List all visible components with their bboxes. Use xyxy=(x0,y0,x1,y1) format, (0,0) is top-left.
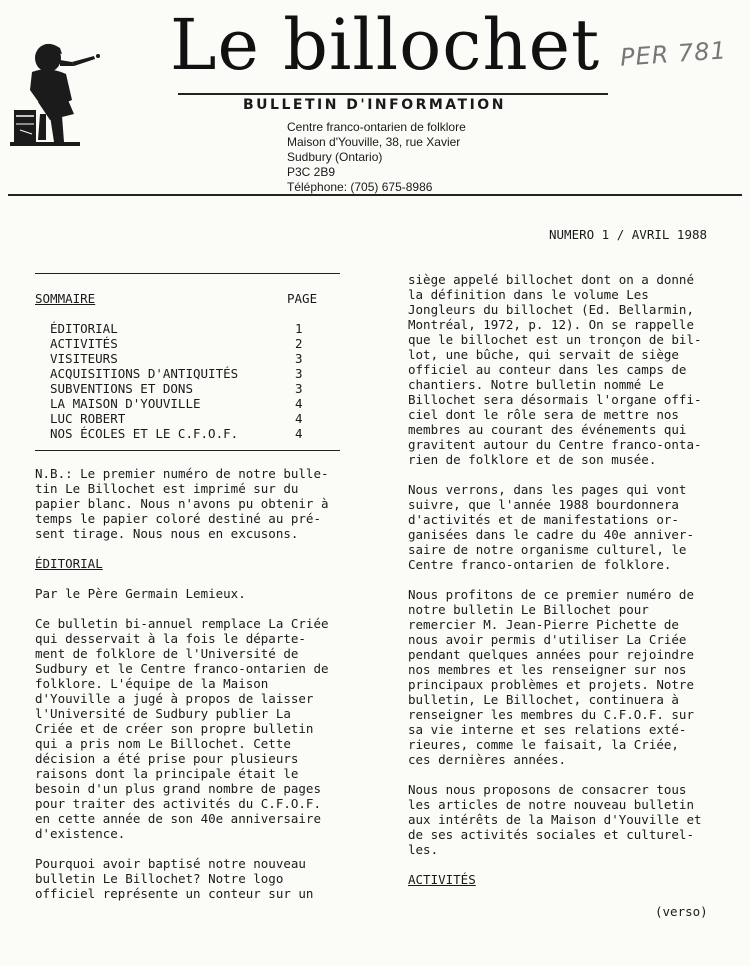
toc-item-page: 2 xyxy=(295,336,303,351)
toc-item-label: ACTIVITÉS xyxy=(50,336,118,351)
toc-item-label: VISITEURS xyxy=(50,351,118,366)
right-column xyxy=(408,272,713,887)
toc-item-label: NOS ÉCOLES ET LE C.F.O.F. xyxy=(50,426,239,441)
toc-item-page: 1 xyxy=(295,321,303,336)
toc-item-page: 4 xyxy=(295,426,303,441)
toc-item xyxy=(50,336,330,351)
address-line: Maison d'Youville, 38, rue Xavier xyxy=(287,135,461,149)
masthead-rule xyxy=(178,93,608,95)
address-line: Centre franco-ontarien de folklore xyxy=(287,120,466,134)
storyteller-logo-icon xyxy=(10,30,110,150)
toc-rule-bottom xyxy=(35,450,340,451)
editorial-paragraph: siège appelé billochet dont on a donné la définition dans le volume Les Jongleurs du billochet (Ed. Bellarmin, Montréal, 1972, p. 12). On se rappelle que le billochet est un tronçon de bil- lot, une bûche, qui servait de siège officiel au conteur dans les camps de chantiers. Notre bulletin nommé Le Billochet sera désormais l'organe offi- ciel dont le rôle sera de mettre nos membres au courant des événements qui gravitent autour du Centre franco-onta- rien de folklore et de son musée. xyxy=(408,272,702,467)
toc-item xyxy=(50,426,330,441)
archive-mark: PER 781 xyxy=(619,36,728,72)
toc-item-label: ACQUISITIONS D'ANTIQUITÉS xyxy=(50,366,239,381)
left-column xyxy=(35,466,345,901)
address-line: P3C 2B9 xyxy=(287,165,336,179)
editorial-byline: Par le Père Germain Lemieux. xyxy=(35,586,246,601)
address-block xyxy=(287,120,466,195)
editorial-heading: ÉDITORIAL xyxy=(35,556,103,571)
toc-item xyxy=(50,411,330,426)
toc-item xyxy=(50,351,330,366)
toc-rule-top xyxy=(35,273,340,274)
address-line: Sudbury (Ontario) xyxy=(287,150,383,164)
toc-list xyxy=(50,321,330,441)
toc-item-label: ÉDITORIAL xyxy=(50,321,118,336)
toc-item-label: LA MAISON D'YOUVILLE xyxy=(50,396,201,411)
toc-item xyxy=(50,381,330,396)
toc-heading: SOMMAIRE xyxy=(35,291,96,306)
toc-item xyxy=(50,321,330,336)
toc-item-page: 3 xyxy=(295,351,303,366)
header-divider xyxy=(8,194,742,196)
toc-item xyxy=(50,396,330,411)
toc-item-page: 3 xyxy=(295,366,303,381)
toc-page-heading: PAGE xyxy=(287,291,318,306)
toc-item-label: SUBVENTIONS ET DONS xyxy=(50,381,193,396)
toc-item-label: LUC ROBERT xyxy=(50,411,126,426)
toc-item-page: 4 xyxy=(295,411,303,426)
toc-header xyxy=(35,291,325,306)
editorial-paragraph: Ce bulletin bi-annuel remplace La Criée qui desservait à la fois le départe- ment de folklore de l'Université de Sudbury et le Centre franco-ontarien de folklore. L'équipe de la Maison d'Youville a jugé à propos de laisser l'Université de Sudbury publier La Criée et de créer son propre bulletin qui a pris nom Le Billochet. Cette décision a été prise pour plusieurs raisons dont la principale était le besoin d'un plus grand nombre de pages pour traiter des activités du C.F.O.F. en cette année de son 40e anniversaire d'existence. xyxy=(35,616,329,841)
toc-item xyxy=(50,366,330,381)
address-line: Téléphone: (705) 675-8986 xyxy=(287,180,433,194)
activites-heading: ACTIVITÉS xyxy=(408,872,476,887)
masthead-subtitle: BULLETIN D'INFORMATION xyxy=(243,97,506,113)
editorial-paragraph: Nous profitons de ce premier numéro de notre bulletin Le Billochet pour remercier M. Jean-Pierre Pichette de nous avoir permis d'utiliser La Criée pendant quelques années pour rejoindre nos membres et les renseigner sur nos principaux problèmes et projets. Notre bulletin, Le Billochet, continuera à renseigner les membres du C.F.O.F. sur sa vie interne et ses relations exté- rieures, comme le faisait, la Criée, ces dernières années. xyxy=(408,587,694,767)
masthead-title: Le billochet xyxy=(170,4,601,86)
toc-item-page: 3 xyxy=(295,381,303,396)
toc-item-page: 4 xyxy=(295,396,303,411)
editorial-paragraph: Nous verrons, dans les pages qui vont suivre, que l'année 1988 bourdonnera d'activités et de manifestations or- ganisées dans le cadre du 40e anniver- saire de notre organisme culturel, le Centre franco-ontarien de folklore. xyxy=(408,482,694,572)
issue-number: NUMERO 1 / AVRIL 1988 xyxy=(549,227,708,242)
verso-note: (verso) xyxy=(655,904,708,919)
editorial-paragraph: Pourquoi avoir baptisé notre nouveau bulletin Le Billochet? Notre logo officiel représente un conteur sur un xyxy=(35,856,314,901)
nb-note: N.B.: Le premier numéro de notre bulle- tin Le Billochet est imprimé sur du papier blanc. Nous n'avons pu obtenir à temps le papier coloré destiné au pré- sent tirage. Nous nous en excusons. xyxy=(35,466,329,541)
editorial-paragraph: Nous nous proposons de consacrer tous les articles de notre nouveau bulletin aux intérêts de la Maison d'Youville et de ses activités sociales et culturel- les. xyxy=(408,782,702,857)
